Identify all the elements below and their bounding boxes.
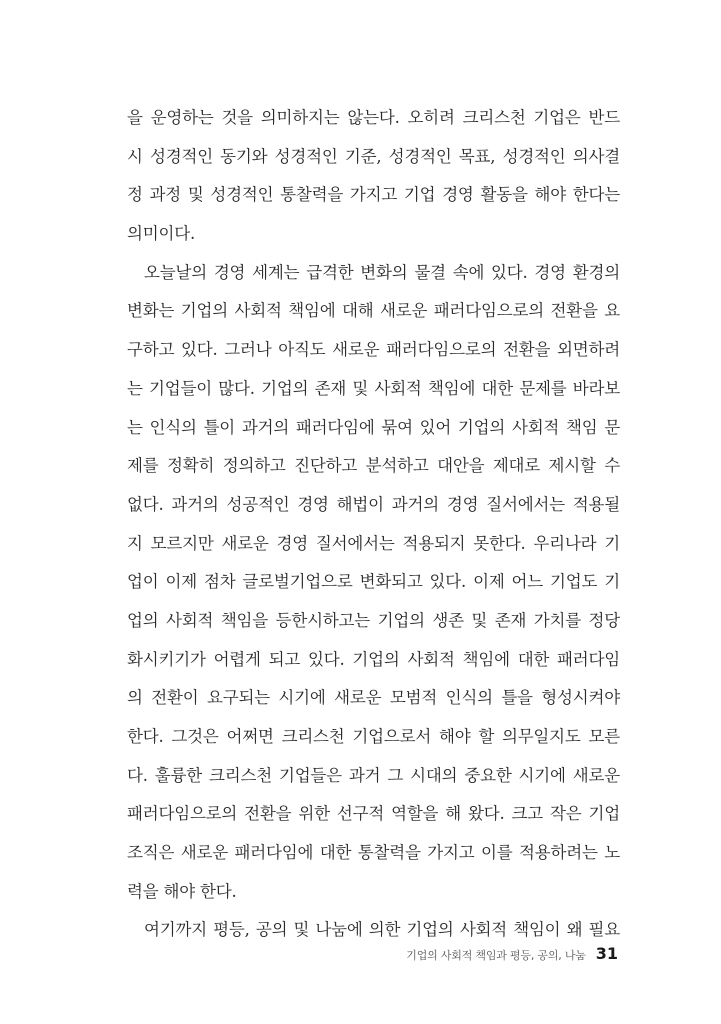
body-text [127,99,620,950]
text-line: 의미이다. [127,224,196,244]
text-line: 지 모르지만 새로운 경영 질서에서는 적용되지 못한다. 우리나라 기 [127,533,620,553]
text-line: 시 성경적인 동기와 성경적인 기준, 성경적인 목표, 성경적인 의사결 [127,146,620,166]
text-line: 제를 정확히 정의하고 진단하고 분석하고 대안을 제대로 제시할 수 [127,456,620,476]
text-line: 없다. 과거의 성공적인 경영 해법이 과거의 경영 질서에서는 적용될 [127,494,620,514]
paragraph-first-line: 여기까지 평등, 공의 및 나눔에 의한 기업의 사회적 책임이 왜 필요 [144,920,620,940]
text-line: 력을 해야 한다. [127,881,237,901]
text-line: 화시키기가 어렵게 되고 있다. 기업의 사회적 책임에 대한 패러다임 [127,649,620,669]
text-line: 다. 훌륭한 크리스천 기업들은 과거 그 시대의 중요한 시기에 새로운 [127,765,620,785]
text-line: 는 인식의 틀이 과거의 패러다임에 묶여 있어 기업의 사회적 책임 문 [127,417,620,437]
text-line: 의 전환이 요구되는 시기에 새로운 모범적 인식의 틀을 형성시켜야 [127,688,620,708]
text-line: 는 기업들이 많다. 기업의 존재 및 사회적 책임에 대한 문제를 바라보 [127,378,620,398]
text-line: 을 운영하는 것을 의미하지는 않는다. 오히려 크리스천 기업은 반드 [127,108,620,127]
text-line: 정 과정 및 성경적인 통찰력을 가지고 기업 경영 활동을 해야 한다는 [127,185,620,205]
page-number: 31 [595,944,618,963]
paragraph-first-line: 오늘날의 경영 세계는 급격한 변화의 물결 속에 있다. 경영 환경의 [144,262,620,282]
text-line: 한다. 그것은 어쩌면 크리스천 기업으로서 해야 할 의무일지도 모른 [127,727,620,746]
text-line: 업의 사회적 책임을 등한시하고는 기업의 생존 및 존재 가치를 정당 [127,610,620,630]
text-line: 구하고 있다. 그러나 아직도 새로운 패러다임으로의 전환을 외면하려 [127,340,620,360]
text-line: 조직은 새로운 패러다임에 대한 통찰력을 가지고 이를 적용하려는 노 [127,843,620,863]
text-line: 업이 이제 점차 글로벌기업으로 변화되고 있다. 이제 어느 기업도 기 [127,572,620,592]
text-line: 변화는 기업의 사회적 책임에 대해 새로운 패러다임으로의 전환을 요 [127,301,620,321]
running-title: 기업의 사회적 책임과 평등, 공의, 나눔 [406,949,586,962]
text-line: 패러다임으로의 전환을 위한 선구적 역할을 해 왔다. 크고 작은 기업 [127,804,620,824]
page-footer [406,944,618,968]
